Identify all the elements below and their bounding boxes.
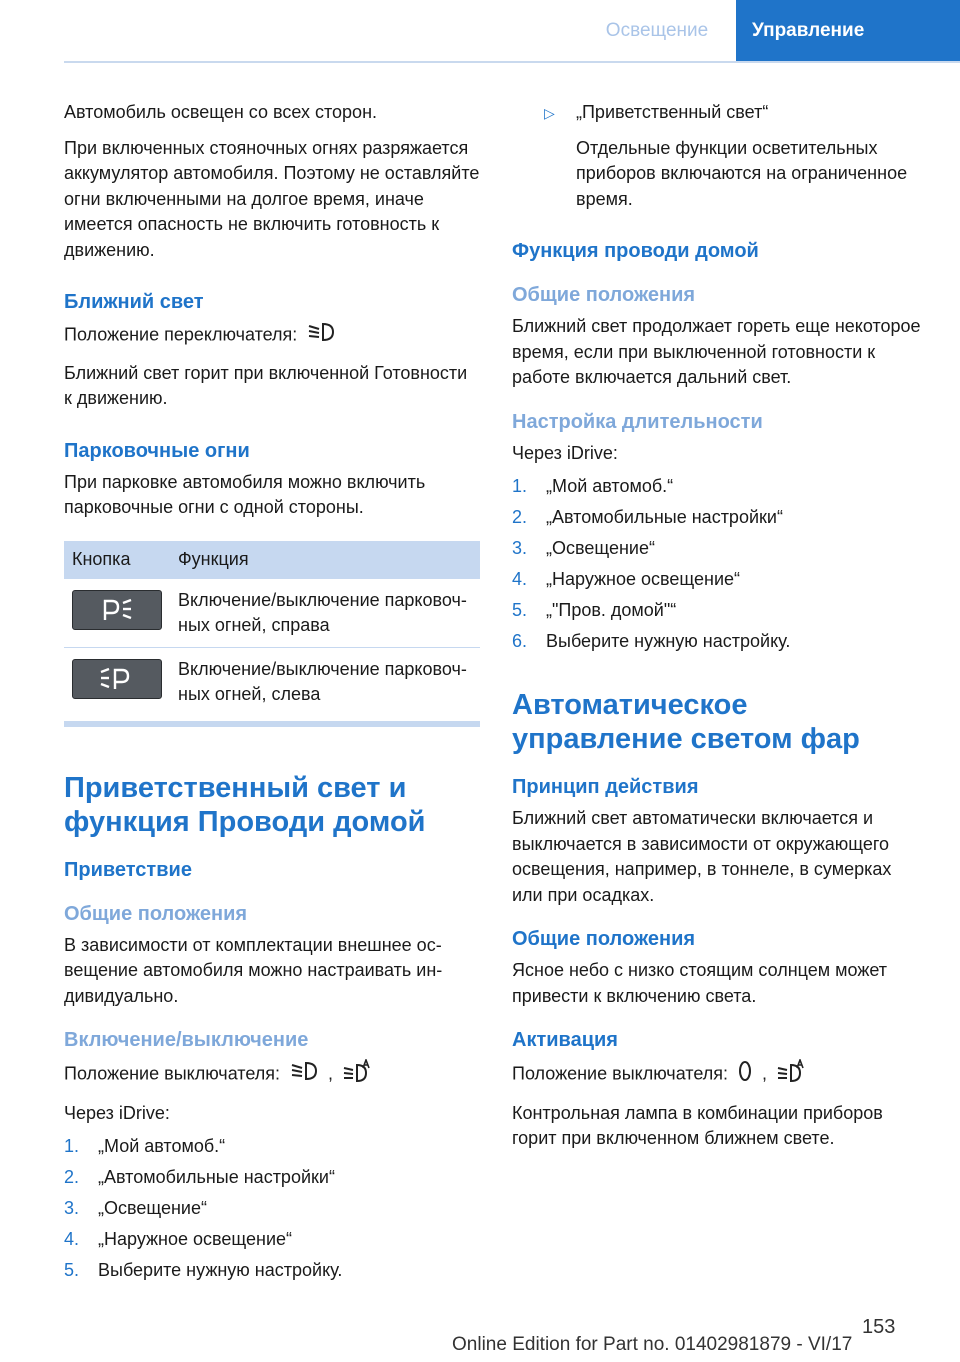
low-beam-icon [306, 321, 336, 351]
header-chapter-tab[interactable]: Управление [736, 0, 960, 62]
auto-headlight-icon [776, 1059, 806, 1091]
heading-activation: Активация [512, 1029, 618, 1051]
switch-zero-icon [737, 1059, 753, 1091]
list-item: 2. „Автомобильные настройки“ [64, 1167, 335, 1187]
table-row [64, 579, 480, 648]
separator: , [328, 1063, 334, 1084]
paragraph: Ближний свет автоматически включается и выключается в зависимости от окружающего освещения, например, в тоннеле, в сумерках или при осадках. [512, 808, 892, 905]
bullet-triangle-icon: ▷ [544, 105, 555, 121]
low-beam-icon [289, 1060, 319, 1090]
paragraph: В зависимости от комплектации внешнее освещение автомобиля можно настраивать индивидуально. [64, 934, 443, 1006]
list-item: 5. Выберите нужную настройку. [64, 1260, 343, 1280]
list-item: 6. Выберите нужную настройку. [512, 631, 791, 651]
list-item: 3. „Освещение“ [64, 1198, 207, 1218]
page-number: 153 [862, 1316, 896, 1338]
separator: , [762, 1063, 768, 1084]
parking-right-button-icon [72, 590, 162, 630]
right-column [512, 100, 926, 1162]
page-header [0, 0, 960, 62]
bullet-title: „Приветственный свет“ [576, 102, 769, 122]
table-header-button: Кнопка [64, 541, 170, 579]
list-item: 3. „Освещение“ [512, 538, 655, 558]
heading-general: Общие положения [512, 284, 696, 306]
paragraph: При парковке автомобиля можно включить парковочные огни с одной стороны. [64, 471, 426, 517]
switch-position-line [512, 1059, 926, 1091]
list-item: 2. „Автомобильные настройки“ [512, 507, 783, 527]
heading-on-off: Включение/выключение [64, 1029, 309, 1051]
header-rule [64, 61, 960, 63]
table-row [64, 647, 480, 724]
table-cell-button [64, 579, 170, 648]
heading-parking-lights: Парковочные огни [64, 439, 250, 462]
idrive-steps-list [512, 474, 926, 654]
paragraph: Ближний свет продолжает гореть еще некоторое время, если при выключенной готовности к работе включается дальний свет. [512, 316, 921, 387]
paragraph: При включенных стояночных огнях разряжается аккумулятор автомобиля. Поэтому не оставляйте огни включенными на долгое время, иначе имеется опасность не включить готовность к движению. [64, 137, 480, 260]
list-item: 1. „Мой автомоб.“ [512, 476, 674, 496]
switch-position-label: Положение переключателя: [64, 324, 298, 345]
list-item: 4. „Наружное освещение“ [512, 569, 741, 589]
paragraph: Ближний свет горит при включенной Готовности к движению. [64, 362, 468, 408]
paragraph: Ясное небо с низко стоящим солнцем может привести к включению света. [512, 960, 888, 1006]
left-column [64, 100, 480, 1289]
idrive-steps-list [64, 1134, 480, 1283]
heading-general: Общие положения [64, 902, 248, 925]
paragraph: Через iDrive: [512, 442, 618, 463]
switch-position-label: Положение выключателя: [64, 1063, 281, 1084]
heading-greeting: Приветствие [64, 858, 192, 881]
heading-auto-headlights: Автоматическое управление светом фар [512, 689, 860, 755]
paragraph: Контрольная лампа в комбинации приборов горит при включенном ближнем свете. [512, 1102, 883, 1148]
switch-position-label: Положение выключателя: [512, 1063, 729, 1084]
bullet-text: Отдельные функции осветительных приборов включаются на ограниченное время. [576, 137, 908, 209]
auto-headlight-icon [342, 1059, 372, 1091]
parking-left-button-icon [72, 659, 162, 699]
header-section-tab[interactable]: Освещение [605, 20, 709, 41]
bullet-item [508, 100, 926, 212]
heading-welcome-light: Приветственный свет и функция Проводи домой [64, 771, 426, 838]
list-item: 1. „Мой автомоб.“ [64, 1136, 226, 1156]
table-cell-button [64, 647, 170, 724]
list-item: 5. „"Пров. домой"“ [512, 600, 677, 620]
heading-principle: Принцип действия [512, 776, 699, 798]
switch-position-line [64, 321, 480, 351]
list-item: 4. „Наружное освещение“ [64, 1229, 293, 1249]
heading-duration: Настройка длительности [512, 410, 763, 433]
paragraph: Автомобиль освещен со всех сторон. [64, 102, 378, 122]
heading-follow-me-home: Функция проводи домой [512, 240, 759, 262]
table-cell-function: Включение/выключение парковочных огней, слева [170, 647, 480, 724]
parking-lights-table [64, 541, 480, 727]
heading-low-beam: Ближний свет [64, 291, 204, 313]
edition-footer: Online Edition for Part no. 01402981879 - VI/17 [452, 1334, 853, 1355]
table-header-function: Функция [170, 541, 480, 579]
table-cell-function: Включение/выключение парковочных огней, справа [170, 579, 480, 648]
switch-position-line [64, 1059, 480, 1091]
heading-general: Общие положения [512, 928, 696, 950]
paragraph: Через iDrive: [64, 1102, 170, 1123]
